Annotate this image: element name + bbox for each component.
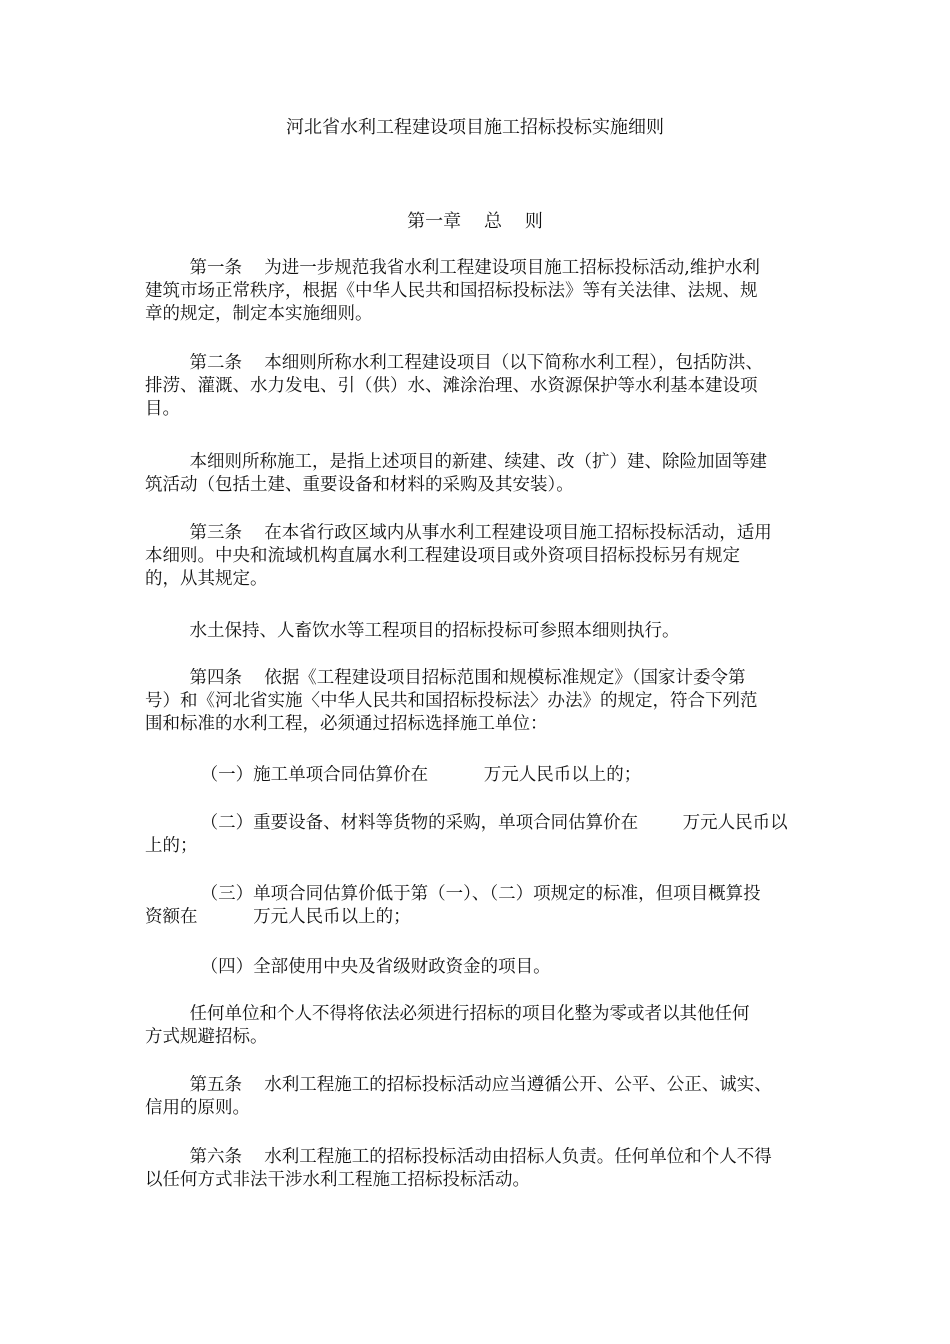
paragraph-line: 章的规定，制定本实施细则。 bbox=[145, 304, 373, 324]
paragraph-line: 水土保持、人畜饮水等工程项目的招标投标可参照本细则执行。 bbox=[145, 621, 680, 641]
paragraph-soil-water bbox=[145, 620, 810, 643]
paragraph-line: （三）单项合同估算价低于第（一）、（二）项规定的标准，但项目概算投 bbox=[145, 884, 761, 904]
paragraph-line: （一）施工单项合同估算价在 万元人民币以上的； bbox=[145, 765, 642, 785]
paragraph-article-3 bbox=[145, 522, 810, 591]
paragraph-article-4 bbox=[145, 667, 810, 736]
paragraph-line: 建筑市场正常秩序，根据《中华人民共和国招标投标法》等有关法律、法规、规 bbox=[145, 281, 758, 301]
paragraph-item-1 bbox=[145, 764, 810, 787]
paragraph-line: 本细则。中央和流域机构直属水利工程建设项目或外资项目招标投标另有规定 bbox=[145, 546, 740, 566]
paragraph-line: 任何单位和个人不得将依法必须进行招标的项目化整为零或者以其他任何 bbox=[145, 1004, 750, 1024]
paragraph-line: 第六条 水利工程施工的招标投标活动由招标人负责。任何单位和个人不得 bbox=[145, 1147, 772, 1167]
paragraph-line: 第五条 水利工程施工的招标投标活动应当遵循公开、公平、公正、诚实、 bbox=[145, 1075, 772, 1095]
paragraph-line: 的，从其规定。 bbox=[145, 569, 268, 589]
paragraph-line: （二）重要设备、材料等货物的采购，单项合同估算价在 万元人民币以 bbox=[145, 813, 788, 833]
paragraph-article-6 bbox=[145, 1146, 810, 1192]
paragraph-item-2 bbox=[145, 812, 810, 858]
paragraph-item-4 bbox=[145, 956, 810, 979]
chapter-heading: 第一章 总 则 bbox=[407, 211, 543, 232]
paragraph-line: 第四条 依据《工程建设项目招标范围和规模标准规定》（国家计委令第 bbox=[145, 668, 746, 688]
document-title: 河北省水利工程建设项目施工招标投标实施细则 bbox=[286, 117, 664, 138]
paragraph-line: 排涝、灌溉、水力发电、引（供）水、滩涂治理、水资源保护等水利基本建设项 bbox=[145, 376, 758, 396]
paragraph-line: 第一条 为进一步规范我省水利工程建设项目施工招标投标活动,维护水利 bbox=[145, 258, 760, 278]
paragraph-article-1 bbox=[145, 257, 810, 326]
paragraph-item-3 bbox=[145, 883, 810, 929]
paragraph-line: 上的； bbox=[145, 836, 198, 856]
paragraph-no-splitting bbox=[145, 1003, 810, 1049]
paragraph-line: 围和标准的水利工程，必须通过招标选择施工单位： bbox=[145, 714, 548, 734]
paragraph-line: 资额在 万元人民币以上的； bbox=[145, 907, 411, 927]
paragraph-construction-scope bbox=[145, 451, 810, 497]
paragraph-line: 信用的原则。 bbox=[145, 1098, 250, 1118]
paragraph-line: 本细则所称施工，是指上述项目的新建、续建、改（扩）建、除险加固等建 bbox=[145, 452, 767, 472]
paragraph-line: 第二条 本细则所称水利工程建设项目（以下简称水利工程），包括防洪、 bbox=[145, 353, 764, 373]
paragraph-line: 目。 bbox=[145, 399, 180, 419]
paragraph-article-2 bbox=[145, 352, 810, 421]
paragraph-line: 号）和《河北省实施〈中华人民共和国招标投标法〉办法》的规定，符合下列范 bbox=[145, 691, 758, 711]
paragraph-line: （四）全部使用中央及省级财政资金的项目。 bbox=[145, 957, 551, 977]
paragraph-article-5 bbox=[145, 1074, 810, 1120]
paragraph-line: 以任何方式非法干涉水利工程施工招标投标活动。 bbox=[145, 1170, 530, 1190]
paragraph-line: 第三条 在本省行政区域内从事水利工程建设项目施工招标投标活动，适用 bbox=[145, 523, 772, 543]
paragraph-line: 筑活动（包括土建、重要设备和材料的采购及其安装）。 bbox=[145, 475, 574, 495]
paragraph-line: 方式规避招标。 bbox=[145, 1027, 268, 1047]
